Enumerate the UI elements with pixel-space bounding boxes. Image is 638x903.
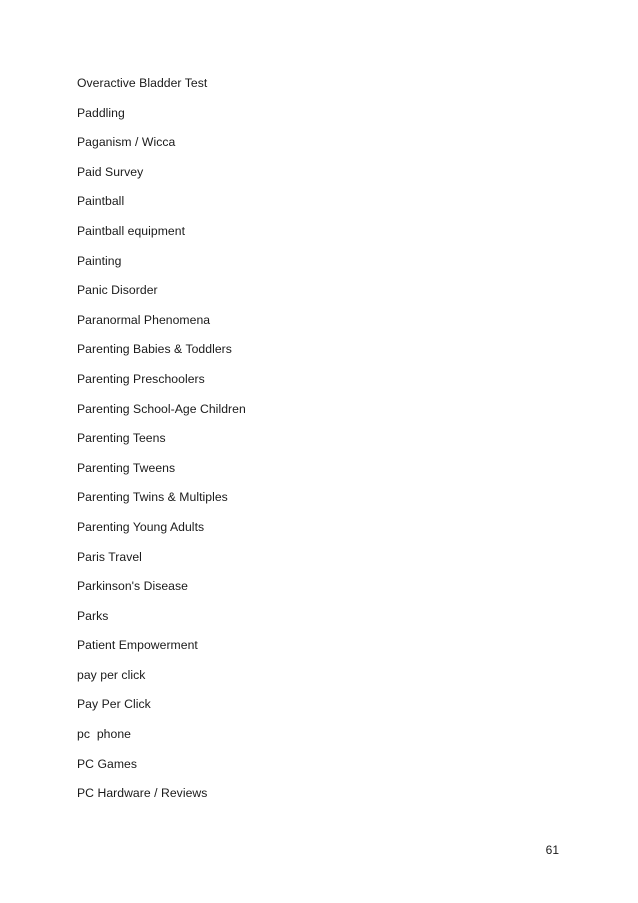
list-item: Parenting Tweens — [77, 460, 176, 475]
list-item: Parenting Preschoolers — [77, 371, 205, 386]
list-item: pc phone — [77, 727, 131, 742]
topic-list — [77, 74, 246, 814]
list-item: Parenting Teens — [77, 431, 166, 446]
list-item: Parenting Babies & Toddlers — [77, 342, 232, 357]
list-item: PC Games — [77, 756, 137, 771]
page-number: 61 — [545, 843, 559, 857]
list-item: Overactive Bladder Test — [77, 76, 208, 90]
list-item: Parenting Twins & Multiples — [77, 490, 228, 505]
list-item: Parks — [77, 608, 109, 623]
list-item: Parenting Young Adults — [77, 519, 205, 534]
list-item: pay per click — [77, 667, 146, 682]
list-item: Painting — [77, 253, 122, 268]
list-item: Paddling — [77, 105, 125, 120]
list-item: Paranormal Phenomena — [77, 312, 211, 327]
list-item: Paintball — [77, 194, 125, 209]
list-item: Paganism / Wicca — [77, 135, 176, 150]
list-item: Paintball equipment — [77, 223, 186, 238]
list-item: Parenting School-Age Children — [77, 401, 246, 416]
list-item: Parkinson's Disease — [77, 579, 188, 594]
list-item: Patient Empowerment — [77, 638, 198, 653]
list-item: PC Hardware / Reviews — [77, 786, 208, 801]
list-item: Pay Per Click — [77, 697, 151, 712]
list-item: Paid Survey — [77, 164, 144, 179]
list-item: Paris Travel — [77, 549, 142, 564]
list-item: Panic Disorder — [77, 283, 158, 298]
